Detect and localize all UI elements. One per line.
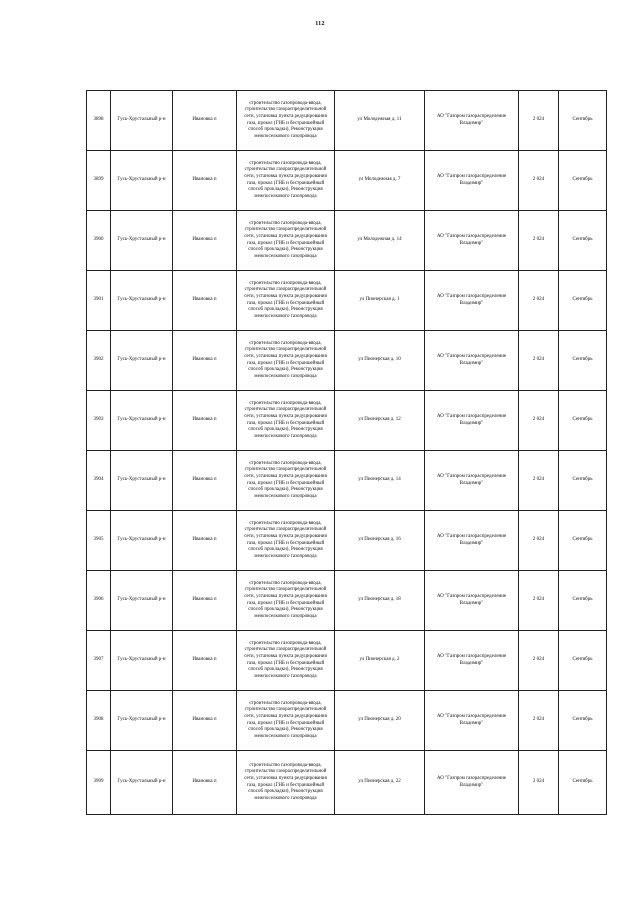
year-cell: 2 024 <box>519 151 559 211</box>
work-description-cell: строительство газопровода-ввода, строительство газораспределительной сети, установка пункта редуцирования газа, прокол (ГНБ и бестраншейный способ прокладки), Реконструкция межпоселкового газопровода <box>237 571 335 631</box>
month-cell: Сентябрь <box>559 751 607 815</box>
district-cell: Гусь-Хрустальный р-н <box>111 511 173 571</box>
district-cell: Гусь-Хрустальный р-н <box>111 631 173 691</box>
gasification-schedule-table <box>86 90 607 815</box>
table-row <box>87 271 607 331</box>
row-number-cell: 3909 <box>87 751 111 815</box>
locality-cell: Ивановка п <box>173 511 237 571</box>
organization-cell: АО "Газпром газораспределение Владимир" <box>425 91 519 151</box>
year-cell: 2 024 <box>519 391 559 451</box>
table-row <box>87 151 607 211</box>
district-cell: Гусь-Хрустальный р-н <box>111 391 173 451</box>
row-number-cell: 3905 <box>87 511 111 571</box>
table-row <box>87 331 607 391</box>
locality-cell: Ивановка п <box>173 91 237 151</box>
month-cell: Сентябрь <box>559 631 607 691</box>
table-row <box>87 571 607 631</box>
year-cell: 2 024 <box>519 691 559 751</box>
address-cell: ул Пионерская д. 16 <box>335 511 425 571</box>
year-cell: 2 024 <box>519 451 559 511</box>
work-description-cell: строительство газопровода-ввода, строительство газораспределительной сети, установка пункта редуцирования газа, прокол (ГНБ и бестраншейный способ прокладки), Реконструкция межпоселкового газопровода <box>237 631 335 691</box>
table-body <box>87 91 607 815</box>
table-row <box>87 451 607 511</box>
month-cell: Сентябрь <box>559 691 607 751</box>
table-row <box>87 91 607 151</box>
locality-cell: Ивановка п <box>173 451 237 511</box>
row-number-cell: 3900 <box>87 211 111 271</box>
address-cell: ул Пионерская д. 18 <box>335 571 425 631</box>
address-cell: ул Пионерская д. 2 <box>335 631 425 691</box>
organization-cell: АО "Газпром газораспределение Владимир" <box>425 751 519 815</box>
organization-cell: АО "Газпром газораспределение Владимир" <box>425 151 519 211</box>
district-cell: Гусь-Хрустальный р-н <box>111 91 173 151</box>
month-cell: Сентябрь <box>559 91 607 151</box>
locality-cell: Ивановка п <box>173 331 237 391</box>
table-row <box>87 511 607 571</box>
year-cell: 2 024 <box>519 751 559 815</box>
year-cell: 2 024 <box>519 511 559 571</box>
address-cell: ул Пионерская д. 14 <box>335 451 425 511</box>
address-cell: ул Пионерская д. 10 <box>335 331 425 391</box>
row-number-cell: 3902 <box>87 331 111 391</box>
row-number-cell: 3908 <box>87 691 111 751</box>
locality-cell: Ивановка п <box>173 571 237 631</box>
page-number: 112 <box>315 21 325 27</box>
month-cell: Сентябрь <box>559 571 607 631</box>
year-cell: 2 024 <box>519 631 559 691</box>
year-cell: 2 024 <box>519 331 559 391</box>
address-cell: ул Пионерская д. 22 <box>335 751 425 815</box>
organization-cell: АО "Газпром газораспределение Владимир" <box>425 511 519 571</box>
year-cell: 2 024 <box>519 91 559 151</box>
organization-cell: АО "Газпром газораспределение Владимир" <box>425 571 519 631</box>
month-cell: Сентябрь <box>559 331 607 391</box>
work-description-cell: строительство газопровода-ввода, строительство газораспределительной сети, установка пункта редуцирования газа, прокол (ГНБ и бестраншейный способ прокладки), Реконструкция межпоселкового газопровода <box>237 691 335 751</box>
address-cell: ул Молодежная д. 14 <box>335 211 425 271</box>
address-cell: ул Молодежная д. 7 <box>335 151 425 211</box>
row-number-cell: 3898 <box>87 91 111 151</box>
organization-cell: АО "Газпром газораспределение Владимир" <box>425 451 519 511</box>
row-number-cell: 3903 <box>87 391 111 451</box>
district-cell: Гусь-Хрустальный р-н <box>111 151 173 211</box>
district-cell: Гусь-Хрустальный р-н <box>111 751 173 815</box>
row-number-cell: 3901 <box>87 271 111 331</box>
work-description-cell: строительство газопровода-ввода, строительство газораспределительной сети, установка пункта редуцирования газа, прокол (ГНБ и бестраншейный способ прокладки), Реконструкция межпоселкового газопровода <box>237 211 335 271</box>
table-row <box>87 631 607 691</box>
month-cell: Сентябрь <box>559 271 607 331</box>
district-cell: Гусь-Хрустальный р-н <box>111 451 173 511</box>
row-number-cell: 3899 <box>87 151 111 211</box>
address-cell: ул Пионерская д. 20 <box>335 691 425 751</box>
district-cell: Гусь-Хрустальный р-н <box>111 331 173 391</box>
month-cell: Сентябрь <box>559 391 607 451</box>
district-cell: Гусь-Хрустальный р-н <box>111 271 173 331</box>
locality-cell: Ивановка п <box>173 271 237 331</box>
row-number-cell: 3907 <box>87 631 111 691</box>
locality-cell: Ивановка п <box>173 391 237 451</box>
locality-cell: Ивановка п <box>173 211 237 271</box>
organization-cell: АО "Газпром газораспределение Владимир" <box>425 271 519 331</box>
district-cell: Гусь-Хрустальный р-н <box>111 691 173 751</box>
address-cell: ул Молодежная д. 11 <box>335 91 425 151</box>
row-number-cell: 3906 <box>87 571 111 631</box>
work-description-cell: строительство газопровода-ввода, строительство газораспределительной сети, установка пункта редуцирования газа, прокол (ГНБ и бестраншейный способ прокладки), Реконструкция межпоселкового газопровода <box>237 331 335 391</box>
table-row <box>87 751 607 815</box>
month-cell: Сентябрь <box>559 451 607 511</box>
year-cell: 2 024 <box>519 271 559 331</box>
locality-cell: Ивановка п <box>173 691 237 751</box>
locality-cell: Ивановка п <box>173 151 237 211</box>
work-description-cell: строительство газопровода-ввода, строительство газораспределительной сети, установка пункта редуцирования газа, прокол (ГНБ и бестраншейный способ прокладки), Реконструкция межпоселкового газопровода <box>237 751 335 815</box>
work-description-cell: строительство газопровода-ввода, строительство газораспределительной сети, установка пункта редуцирования газа, прокол (ГНБ и бестраншейный способ прокладки), Реконструкция межпоселкового газопровода <box>237 271 335 331</box>
year-cell: 2 024 <box>519 571 559 631</box>
organization-cell: АО "Газпром газораспределение Владимир" <box>425 631 519 691</box>
year-cell: 2 024 <box>519 211 559 271</box>
address-cell: ул Пионерская д. 12 <box>335 391 425 451</box>
table-row <box>87 691 607 751</box>
organization-cell: АО "Газпром газораспределение Владимир" <box>425 211 519 271</box>
work-description-cell: строительство газопровода-ввода, строительство газораспределительной сети, установка пункта редуцирования газа, прокол (ГНБ и бестраншейный способ прокладки), Реконструкция межпоселкового газопровода <box>237 91 335 151</box>
work-description-cell: строительство газопровода-ввода, строительство газораспределительной сети, установка пункта редуцирования газа, прокол (ГНБ и бестраншейный способ прокладки), Реконструкция межпоселкового газопровода <box>237 451 335 511</box>
table-row <box>87 211 607 271</box>
organization-cell: АО "Газпром газораспределение Владимир" <box>425 391 519 451</box>
locality-cell: Ивановка п <box>173 631 237 691</box>
month-cell: Сентябрь <box>559 511 607 571</box>
district-cell: Гусь-Хрустальный р-н <box>111 571 173 631</box>
work-description-cell: строительство газопровода-ввода, строительство газораспределительной сети, установка пункта редуцирования газа, прокол (ГНБ и бестраншейный способ прокладки), Реконструкция межпоселкового газопровода <box>237 151 335 211</box>
district-cell: Гусь-Хрустальный р-н <box>111 211 173 271</box>
locality-cell: Ивановка п <box>173 751 237 815</box>
work-description-cell: строительство газопровода-ввода, строительство газораспределительной сети, установка пункта редуцирования газа, прокол (ГНБ и бестраншейный способ прокладки), Реконструкция межпоселкового газопровода <box>237 511 335 571</box>
address-cell: ул Пионерская д. 1 <box>335 271 425 331</box>
organization-cell: АО "Газпром газораспределение Владимир" <box>425 331 519 391</box>
month-cell: Сентябрь <box>559 151 607 211</box>
row-number-cell: 3904 <box>87 451 111 511</box>
month-cell: Сентябрь <box>559 211 607 271</box>
work-description-cell: строительство газопровода-ввода, строительство газораспределительной сети, установка пункта редуцирования газа, прокол (ГНБ и бестраншейный способ прокладки), Реконструкция межпоселкового газопровода <box>237 391 335 451</box>
organization-cell: АО "Газпром газораспределение Владимир" <box>425 691 519 751</box>
table-row <box>87 391 607 451</box>
